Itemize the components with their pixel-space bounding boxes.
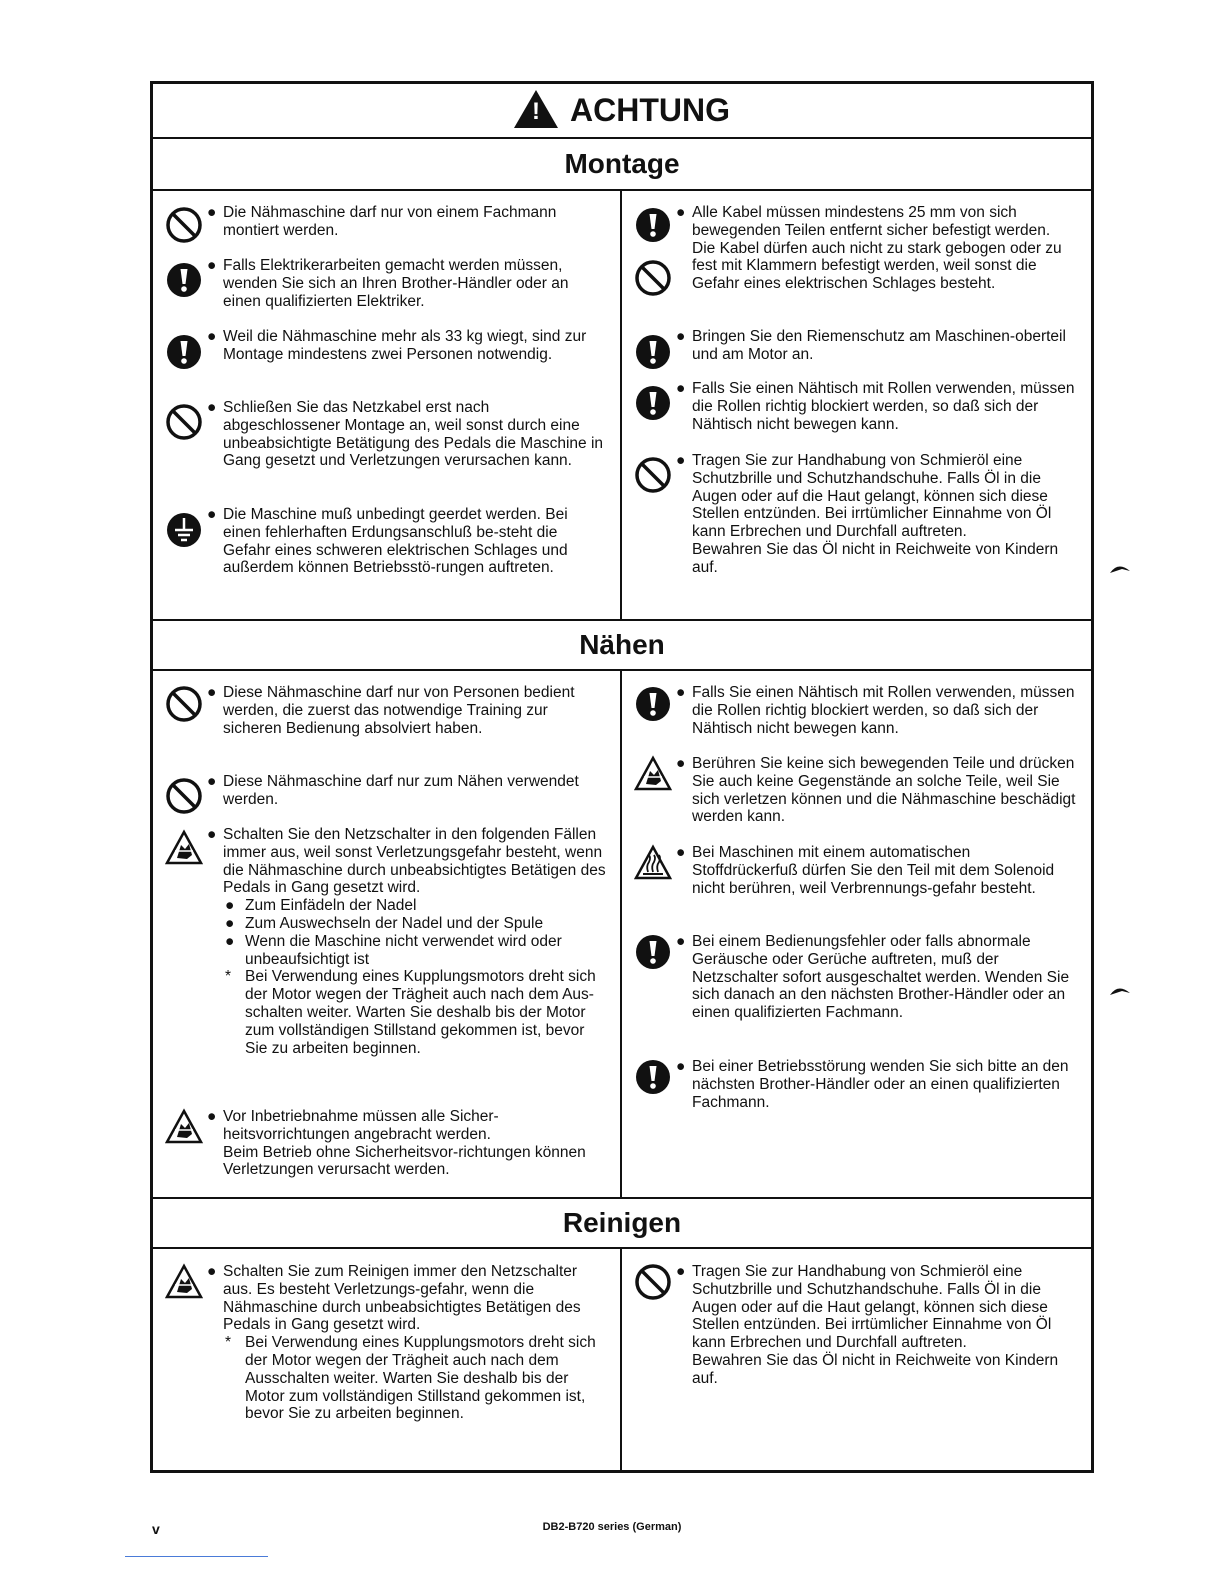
- mandatory-icon: [634, 333, 672, 371]
- list-item: ● Bei einem Bedienungsfehler oder falls abnormale Geräusche oder Gerüche auftreten, muß der Netzschalter sofort ausgeschaltet werden. Wenden Sie sich danach an den nächsten Brother-Händler oder an einen qualifizierten Fachmann.: [676, 933, 1070, 1022]
- montage-left-column: [153, 191, 622, 621]
- list-item: ● Falls Elektrikerarbeiten gemacht werden müssen, wenden Sie sich an Ihren Brother-Händler oder an einen qualifizierten Elektriker.: [207, 257, 569, 310]
- prohibition-icon: [165, 403, 203, 441]
- list-item: ● Die Nähmaschine darf nur von einem Fachmann montiert werden.: [207, 204, 557, 239]
- list-item: ● Vor Inbetriebnahme müssen alle Sicher-heitsvorrichtungen angebracht werden. Beim Betrieb ohne Sicherheitsvor-richtungen können Verletzungen verursacht werden.: [207, 1108, 586, 1179]
- section-naehen: [153, 671, 1091, 1197]
- document-id: DB2-B720 series (German): [542, 1521, 682, 1533]
- list-item: ● Alle Kabel müssen mindestens 25 mm von sich bewegenden Teilen entfernt sicher befestigt werden. Die Kabel dürfen auch nicht zu stark gebogen oder zu fest mit Klammern befestigt werden, weil sonst die Gefahr eines elektrischen Schlages besteht.: [676, 204, 1062, 293]
- list-item: ● Diese Nähmaschine darf nur zum Nähen verwendet werden.: [207, 773, 579, 808]
- prohibition-icon: [165, 206, 203, 244]
- section-title-text: Montage: [564, 148, 680, 179]
- prohibition-icon: [634, 259, 672, 297]
- caution-hand-icon: [165, 1108, 203, 1146]
- list-item: ● Bringen Sie den Riemenschutz am Maschinen-oberteil und am Motor an.: [676, 328, 1066, 363]
- mandatory-icon: [634, 685, 672, 723]
- section-title-text: Nähen: [579, 629, 665, 660]
- caution-hand-icon: [634, 755, 672, 793]
- footer-divider: [125, 1556, 268, 1557]
- reinigen-right-column: [622, 1249, 1091, 1470]
- prohibition-icon: [165, 685, 203, 723]
- section-reinigen: [153, 1249, 1091, 1470]
- list-item: ● Bei Maschinen mit einem automatischen Stoffdrückerfuß dürfen Sie den Teil mit dem Solenoid nicht berühren, weil Verbrennungs-gefahr besteht.: [676, 844, 1055, 897]
- margin-mark-icon: [1108, 561, 1132, 575]
- section-title-montage: [153, 139, 1091, 191]
- page-title-text: ACHTUNG: [570, 92, 730, 128]
- mandatory-icon: [165, 333, 203, 371]
- mandatory-icon: [634, 1058, 672, 1096]
- ground-icon: [165, 511, 203, 549]
- list-item: ● Diese Nähmaschine darf nur von Personen bedient werden, die zuerst das notwendige Training zur sicheren Bedienung absolviert haben.: [207, 684, 575, 737]
- page-title: [153, 84, 1091, 139]
- list-item: ● Tragen Sie zur Handhabung von Schmieröl eine Schutzbrille und Schutzhandschuhe. Falls Öl in die Augen oder auf die Haut gelangt, können sich diese Stellen entzünden. Bei irrtümlicher Einnahme von Öl kann Erbrechen und Durchfall auftreten. Bewahren Sie das Öl nicht in Reichweite von Kindern auf.: [676, 452, 1059, 576]
- prohibition-icon: [165, 777, 203, 815]
- warning-triangle-icon: [514, 90, 558, 128]
- caution-hot-icon: [634, 844, 672, 882]
- margin-mark-icon: [1108, 983, 1132, 997]
- list-item: ● Schließen Sie das Netzkabel erst nach abgeschlossener Montage an, weil sonst durch eine unbeabsichtigte Betätigung des Pedals die Maschine in Gang gesetzt und Verletzungen verursachen kann.: [207, 399, 604, 470]
- list-item: ● Bei einer Betriebsstörung wenden Sie sich bitte an den nächsten Brother-Händler oder an einen qualifizierten Fachmann.: [676, 1058, 1069, 1111]
- page-number: v: [152, 1521, 160, 1537]
- mandatory-icon: [634, 933, 672, 971]
- section-montage: [153, 191, 1091, 621]
- warning-frame: [150, 81, 1094, 1473]
- caution-hand-icon: [165, 1263, 203, 1301]
- section-title-text: Reinigen: [562, 1207, 682, 1238]
- mandatory-icon: [165, 261, 203, 299]
- caution-hand-icon: [165, 829, 203, 867]
- naehen-right-column: [622, 671, 1091, 1197]
- naehen-left-column: [153, 671, 622, 1197]
- reinigen-left-column: [153, 1249, 622, 1470]
- prohibition-icon: [634, 456, 672, 494]
- mandatory-icon: [634, 206, 672, 244]
- list-item: ● Weil die Nähmaschine mehr als 33 kg wiegt, sind zur Montage mindestens zwei Personen notwendig.: [207, 328, 587, 363]
- montage-right-column: [622, 191, 1091, 621]
- section-title-naehen: [153, 619, 1091, 671]
- list-item: ● Berühren Sie keine sich bewegenden Teile und drücken Sie auch keine Gegenstände an solche Teile, weil Sie sich verletzen können und die Nähmaschine beschädigt werden kann.: [676, 755, 1076, 826]
- mandatory-icon: [634, 384, 672, 422]
- list-item: ● Falls Sie einen Nähtisch mit Rollen verwenden, müssen die Rollen richtig blockiert werden, so daß sich der Nähtisch nicht bewegen kann.: [676, 380, 1075, 433]
- prohibition-icon: [634, 1263, 672, 1301]
- list-item: ● Falls Sie einen Nähtisch mit Rollen verwenden, müssen die Rollen richtig blockiert werden, so daß sich der Nähtisch nicht bewegen kann.: [676, 684, 1075, 737]
- list-item: ● Die Maschine muß unbedingt geerdet werden. Bei einen fehlerhaften Erdungsanschluß be-steht die Gefahr eines schweren elektrischen Schlages und außerdem können Betriebsstö-rungen auftreten.: [207, 506, 568, 577]
- list-item: ● Schalten Sie den Netzschalter in den folgenden Fällen immer aus, weil sonst Verletzungsgefahr besteht, wenn die Nähmaschine durch unbeabsichtigtes Betätigen des Pedals in Gang gesetzt wird. ● Zum Einfädeln der Nadel ● Zum Auswechseln der Nadel und der Spule ● Wenn die Maschine nicht verwendet wird oder unbeaufsichtigt ist * Bei Verwendung eines Kupplungsmotors dreht sich der Motor wegen der Trägheit auch nach dem Aus-schalten weiter. Warten Sie deshalb bis der Motor zum vollständigen Stillstand gekommen ist, bevor Sie zu arbeiten beginnen.: [207, 826, 606, 1057]
- section-title-reinigen: [153, 1197, 1091, 1249]
- list-item: ● Tragen Sie zur Handhabung von Schmieröl eine Schutzbrille und Schutzhandschuhe. Falls Öl in die Augen oder auf die Haut gelangt, können sich diese Stellen entzünden. Bei irrtümlicher Einnahme von Öl kann Erbrechen und Durchfall auftreten. Bewahren Sie das Öl nicht in Reichweite von Kindern auf.: [676, 1263, 1059, 1387]
- list-item: ● Schalten Sie zum Reinigen immer den Netzschalter aus. Es besteht Verletzungs-gefahr, wenn die Nähmaschine durch unbeabsichtigtes Betätigen des Pedals in Gang gesetzt wird. * Bei Verwendung eines Kupplungsmotors dreht sich der Motor wegen der Trägheit auch nach dem Ausschalten weiter. Warten Sie deshalb bis der Motor zum vollständigen Stillstand gekommen ist, bevor Sie zu arbeiten beginnen.: [207, 1263, 596, 1423]
